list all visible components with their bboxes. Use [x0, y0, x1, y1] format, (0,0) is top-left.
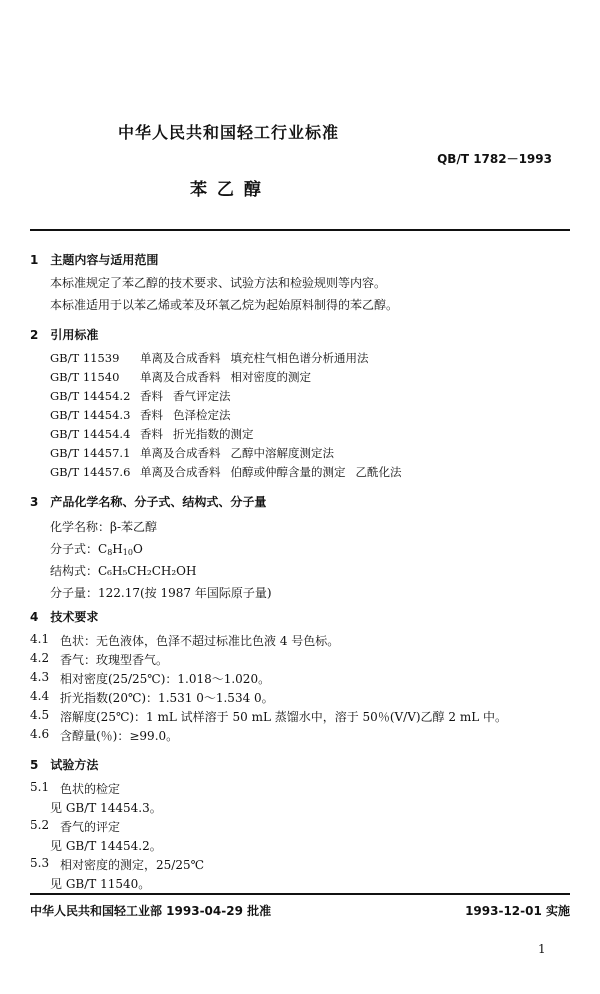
section-5-heading: 5 试验方法 [30, 758, 99, 772]
molecular-formula: 分子式：$C_8H_{10}O$ [50, 542, 143, 557]
implementation-date: 1993-12-01 实施 [465, 904, 570, 918]
clause-text: 折光指数(20℃)：1.531 0～1.534 0。 [60, 691, 274, 705]
reference-code: GB/T 14454.2 [50, 389, 131, 403]
clause-text: 香气的评定 [60, 820, 121, 834]
clause-text: 香气：玫瑰型香气。 [60, 653, 169, 667]
clause-number: 4.1 [30, 632, 50, 646]
clause-number: 5.2 [30, 818, 50, 832]
structural-formula: 结构式：C₆H₅CH₂CH₂OH [50, 564, 197, 578]
reference-title-part: 伯醇或仲醇含量的测定 [230, 465, 346, 479]
clause-text: 含醇量(％)：≥99.0。 [60, 729, 179, 743]
footer-divider [30, 893, 570, 895]
reference-title-part: 填充柱气相色谱分析通用法 [230, 351, 369, 365]
reference-code: GB/T 11540 [50, 370, 120, 384]
clause-number: 5.1 [30, 780, 50, 794]
clause-text: 相对密度的测定，25/25℃ [60, 858, 205, 872]
clause-number: 4.5 [30, 708, 50, 722]
reference-title-part: 香气评定法 [173, 389, 231, 403]
reference-code: GB/T 14454.4 [50, 427, 131, 441]
section-1-line-2: 本标准适用于以苯乙烯或苯及环氧乙烷为起始原料制得的苯乙醇。 [50, 298, 399, 312]
reference-title-part: 单离及合成香料 [140, 465, 221, 479]
reference-standard [50, 445, 344, 461]
reference-standard [50, 369, 321, 385]
clause-text: 色状：无色液体，色泽不超过标准比色液 4 号色标。 [60, 634, 340, 648]
page-number: 1 [538, 942, 546, 956]
standard-number: QB/T 1782－1993 [437, 152, 552, 166]
clause-text: 溶解度(25℃)：1 mL 试样溶于 50 mL 蒸馏水中，溶于 50％(V/V)乙醇 2 mL 中。 [60, 710, 507, 724]
reference-title-part: 折光指数的测定 [173, 427, 254, 441]
clause-number: 4.4 [30, 689, 50, 703]
chemical-name: 化学名称：β-苯乙醇 [50, 520, 157, 534]
section-4-heading: 4 技术要求 [30, 610, 99, 624]
clause-number: 4.6 [30, 727, 50, 741]
reference-title-part: 单离及合成香料 [140, 446, 221, 460]
section-3-heading: 3 产品化学名称、分子式、结构式、分子量 [30, 495, 267, 509]
reference-code: GB/T 11539 [50, 351, 120, 365]
reference-title-part: 香料 [140, 408, 163, 422]
reference-standard [50, 426, 264, 442]
clause-number: 5.3 [30, 856, 50, 870]
approval-statement: 中华人民共和国轻工业部 1993-04-29 批准 [30, 904, 272, 918]
clause-number: 4.3 [30, 670, 50, 684]
clause-reference: 见 GB/T 14454.3。 [50, 801, 162, 815]
clause-text: 色状的检定 [60, 782, 121, 796]
reference-code: GB/T 14457.1 [50, 446, 131, 460]
reference-standard [50, 350, 379, 366]
section-1-heading: 1 主题内容与适用范围 [30, 253, 159, 267]
document-title: 苯 乙 醇 [190, 180, 263, 200]
reference-standard [50, 407, 241, 423]
reference-title-part: 单离及合成香料 [140, 351, 221, 365]
reference-title-part: 色泽检定法 [173, 408, 231, 422]
reference-title-part: 香料 [140, 389, 163, 403]
issuing-organization: 中华人民共和国轻工行业标准 [118, 123, 340, 142]
reference-title-part: 单离及合成香料 [140, 370, 221, 384]
reference-title-part: 乙酰化法 [355, 465, 402, 479]
reference-title-part: 乙醇中溶解度测定法 [230, 446, 334, 460]
reference-standard [50, 464, 412, 480]
section-1-line-1: 本标准规定了苯乙醇的技术要求、试验方法和检验规则等内容。 [50, 276, 387, 290]
header-divider [30, 229, 570, 231]
molecular-weight: 分子量：122.17(按 1987 年国际原子量) [50, 586, 272, 600]
clause-reference: 见 GB/T 11540。 [50, 877, 151, 891]
reference-code: GB/T 14454.3 [50, 408, 131, 422]
reference-code: GB/T 14457.6 [50, 465, 131, 479]
section-2-heading: 2 引用标准 [30, 328, 99, 342]
clause-number: 4.2 [30, 651, 50, 665]
reference-title-part: 香料 [140, 427, 163, 441]
reference-title-part: 相对密度的测定 [230, 370, 311, 384]
reference-standard [50, 388, 241, 404]
clause-text: 相对密度(25/25℃)：1.018～1.020。 [60, 672, 271, 686]
clause-reference: 见 GB/T 14454.2。 [50, 839, 162, 853]
